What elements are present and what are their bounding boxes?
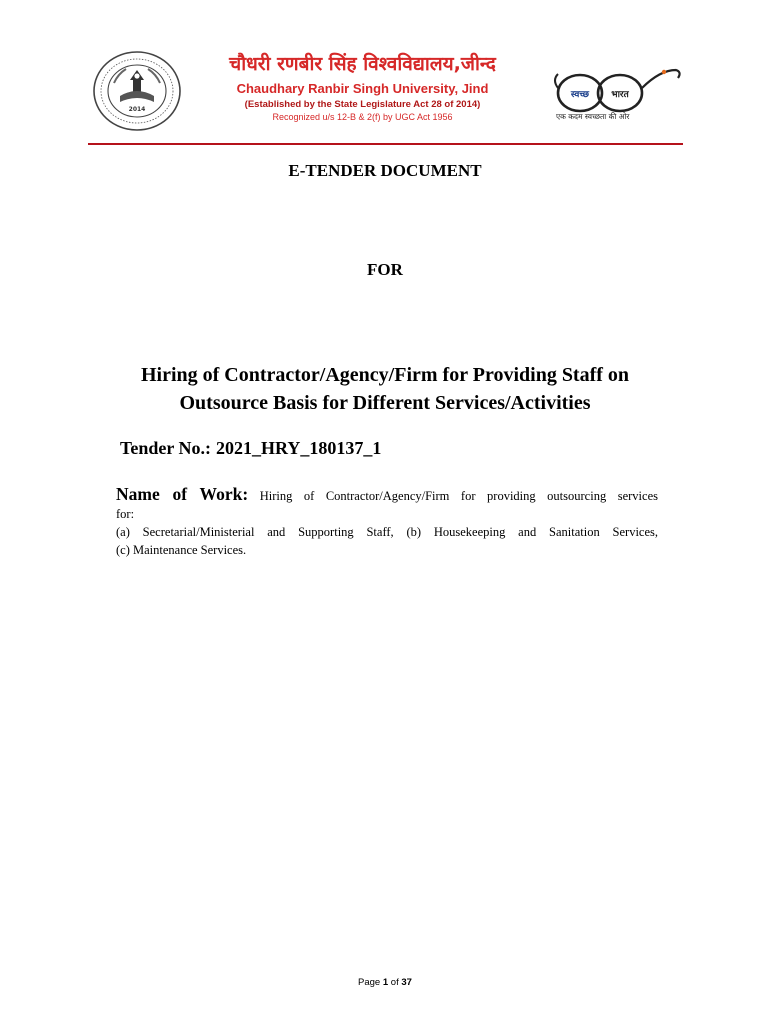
university-name-english: Chaudhary Ranbir Singh University, Jind bbox=[236, 81, 489, 96]
bharat-word: भारत bbox=[611, 90, 629, 100]
page-current-number: 1 bbox=[382, 977, 389, 988]
university-name-hindi: चौधरी रणबीर सिंह विश्वविद्यालय,जीन्द bbox=[229, 53, 496, 75]
name-of-work-section bbox=[116, 485, 658, 559]
name-of-work-label: Name of Work: bbox=[116, 484, 249, 504]
work-text-line-1: Hiring of Contractor/Agency/Firm for providing outsourcing services bbox=[259, 489, 658, 503]
swachh-word: स्वच्छ bbox=[570, 90, 590, 100]
page-total-number: 37 bbox=[401, 977, 412, 988]
page-footer bbox=[0, 977, 770, 988]
header-divider bbox=[88, 143, 683, 145]
work-text-line-3: (a) Secretarial/Ministerial and Supporting Staff, (b) Housekeeping and Sanitation Services, bbox=[116, 525, 658, 539]
tender-subject bbox=[100, 361, 670, 417]
document-title: E-TENDER DOCUMENT bbox=[288, 161, 482, 180]
tender-number-label: Tender No.: bbox=[120, 438, 212, 458]
subject-line-2: Outsource Basis for Different Services/Activities bbox=[179, 392, 591, 414]
work-text-line-4: (c) Maintenance Services. bbox=[116, 543, 247, 557]
seal-year: 2014 bbox=[128, 106, 146, 113]
tender-number-value: 2021_HRY_180137_1 bbox=[216, 438, 382, 458]
university-name-block bbox=[190, 52, 535, 124]
established-note: (Established by the State Legislature Act 28 of 2014) bbox=[244, 99, 481, 110]
university-seal-logo bbox=[92, 50, 182, 132]
letterhead bbox=[0, 0, 770, 150]
page-word: Page bbox=[358, 977, 381, 988]
work-text-line-2: for: bbox=[116, 507, 135, 521]
swachh-tagline: एक कदम स्वच्छता की ओर bbox=[556, 112, 630, 121]
tender-number-line bbox=[120, 438, 381, 459]
for-label: FOR bbox=[367, 260, 403, 279]
subject-line-1: Hiring of Contractor/Agency/Firm for Providing Staff on bbox=[140, 364, 630, 386]
recognition-note: Recognized u/s 12-B & 2(f) by UGC Act 1956 bbox=[272, 112, 453, 122]
of-word: of bbox=[390, 977, 399, 988]
